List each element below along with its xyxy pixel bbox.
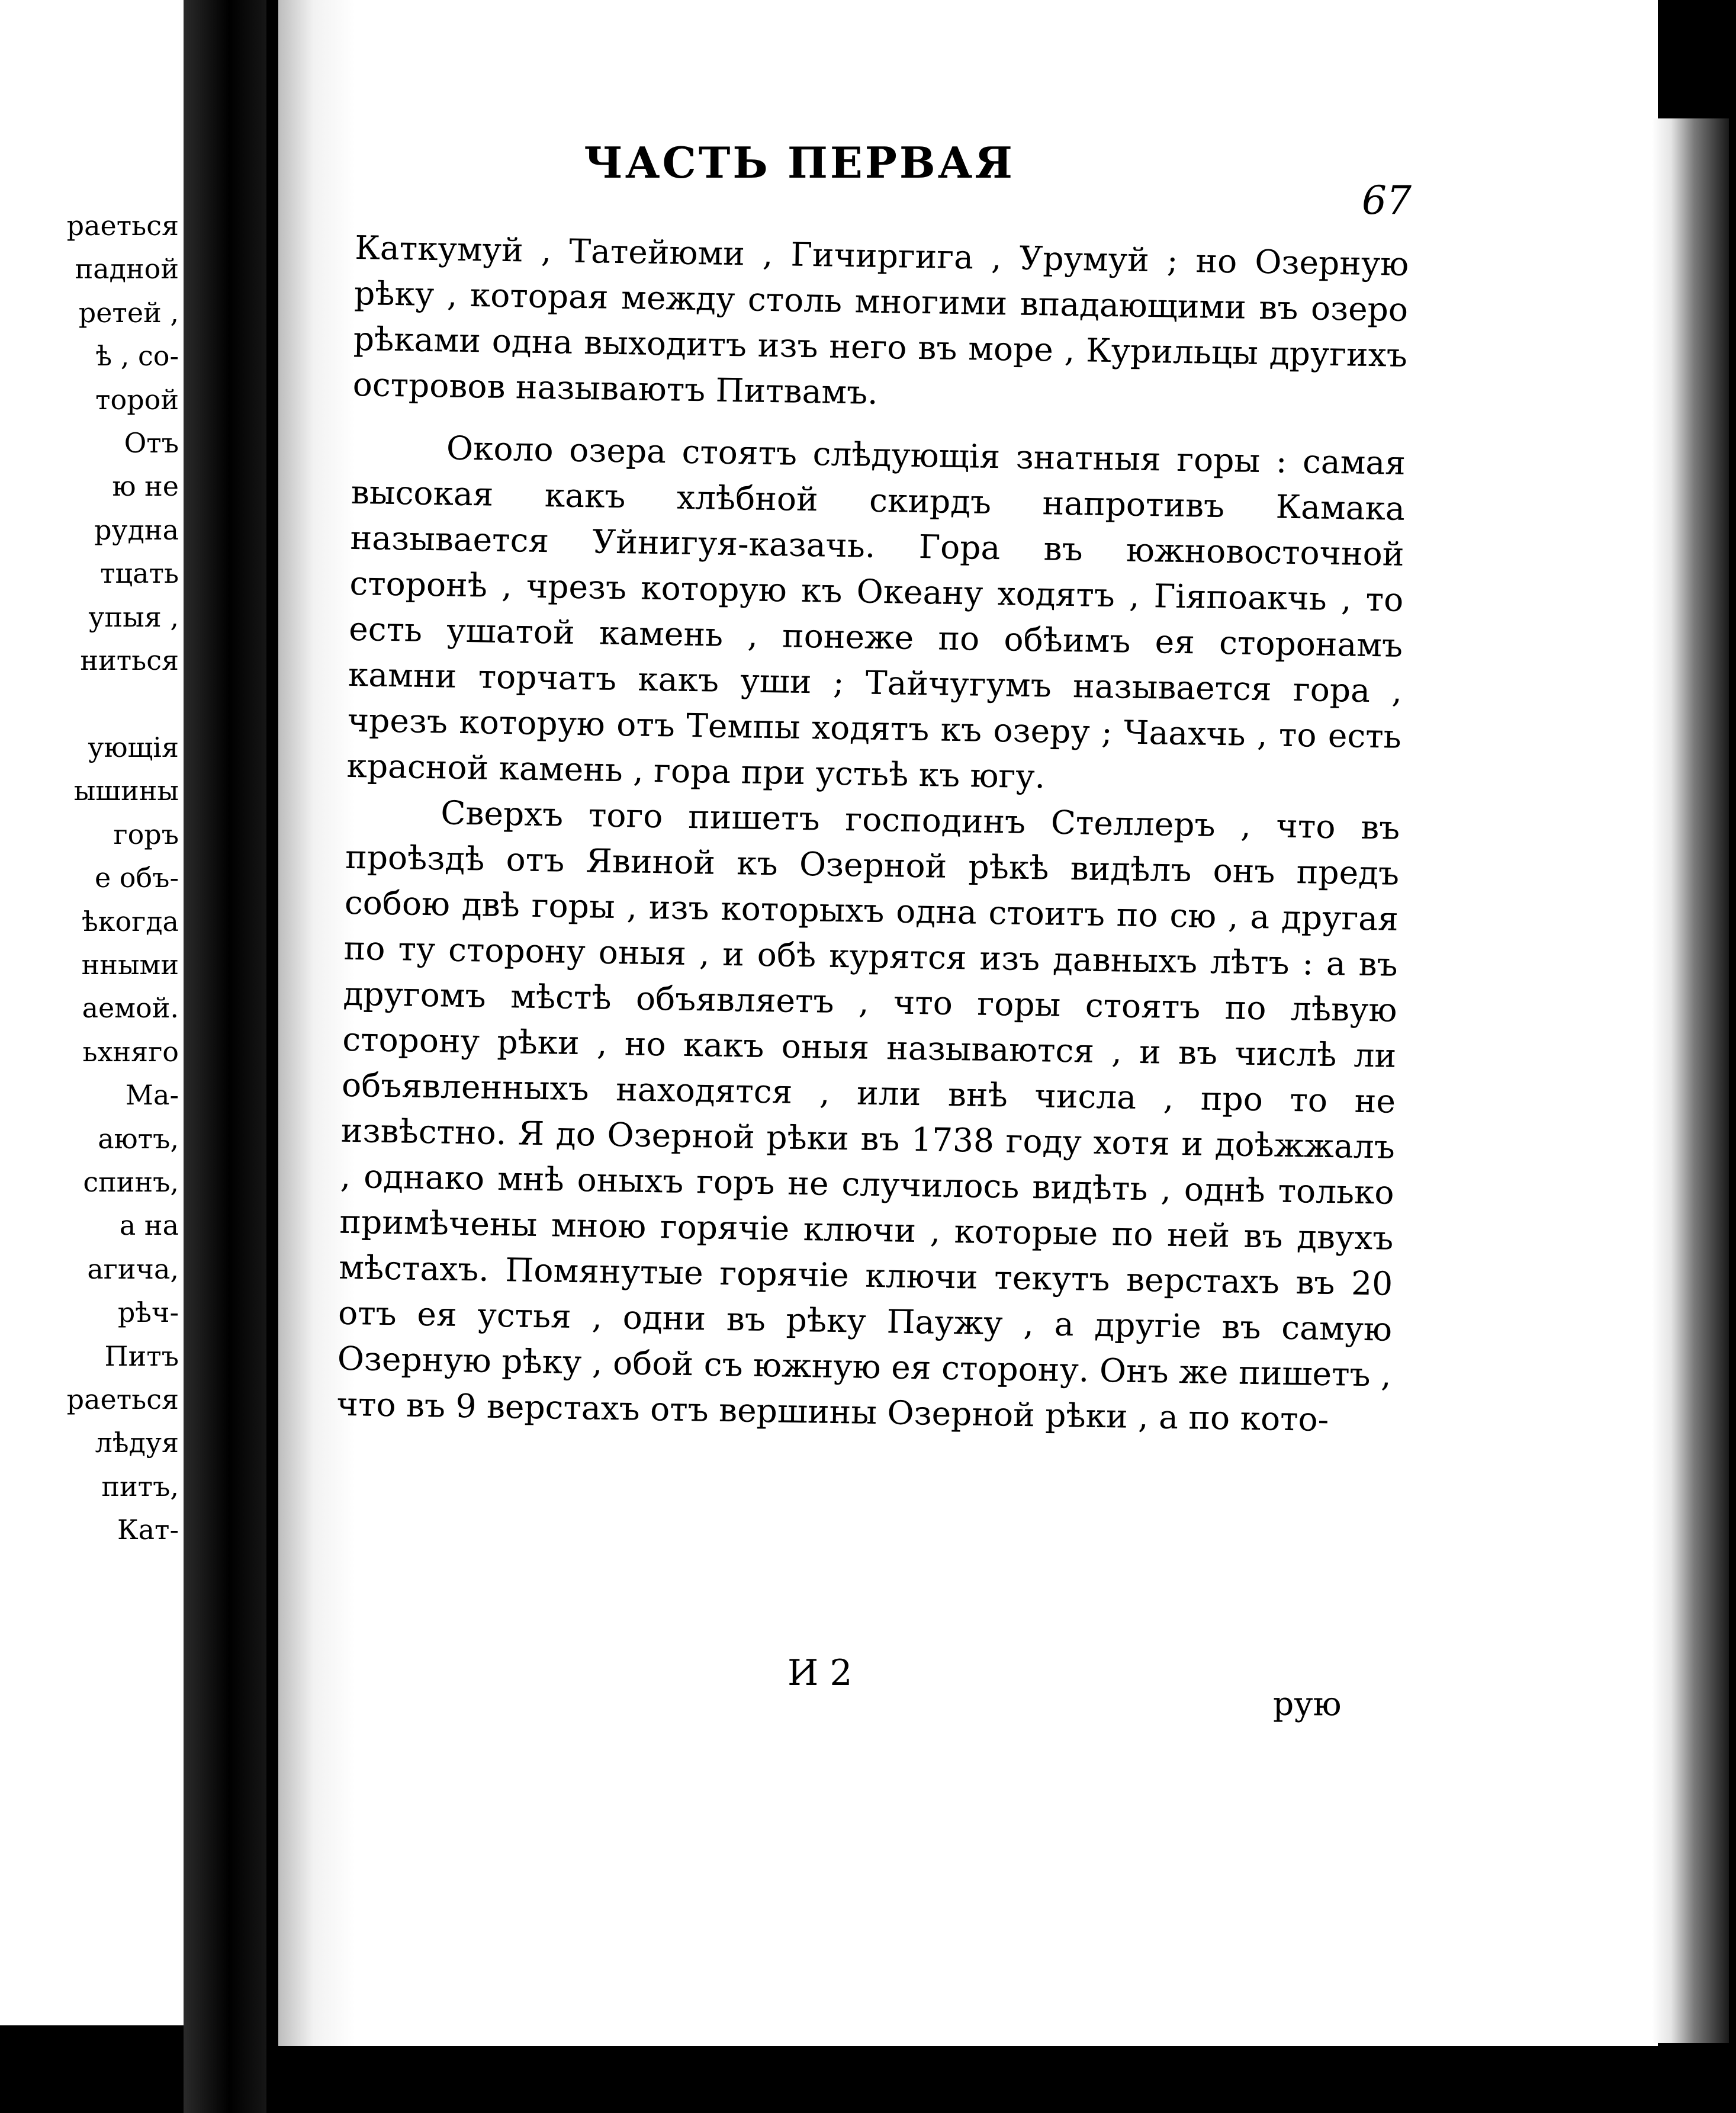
left-page-line: нными (81, 948, 179, 981)
left-page-line: ьхняго (82, 1035, 179, 1068)
paragraph: Каткумуй , Татейюми , Гичиргига , Урумуй ; но Озерную рѣку , которая между столь многими впадающими въ озеро рѣками одна выходитъ изъ него въ море , Курильцы другихъ островов называютъ Питвамъ. (352, 228, 1409, 412)
left-page-line: ретей , (78, 296, 179, 329)
left-page-fragment (0, 0, 184, 2025)
left-page-line: Кат- (117, 1514, 179, 1546)
running-head: ЧАСТЬ ПЕРВАЯ (584, 137, 1015, 188)
page-number: 67 (1362, 178, 1412, 223)
left-page-line: аютъ, (98, 1122, 179, 1155)
catchword: рую (1273, 1685, 1342, 1723)
left-page-line: ышины (73, 775, 179, 807)
left-page-line: горъ (113, 818, 179, 850)
left-page-line: упыя , (88, 600, 179, 633)
left-page-line: питъ, (101, 1470, 179, 1502)
left-page-line: е объ- (94, 862, 179, 894)
left-page-line: ниться (80, 644, 179, 677)
left-page-line: ѣкогда (81, 905, 179, 937)
left-page-line: Ма- (125, 1079, 179, 1112)
left-page-line: ю не (112, 470, 179, 503)
left-page-line: раеться (66, 1383, 179, 1415)
left-page-line: ѣ , со- (95, 340, 179, 372)
paragraph: Около озера стоятъ слѣдующія знатныя горы : самая высокая какъ хлѣбной скирдъ напротивъ Камака называется Уйнигуя-казачь. Гора въ южновосточной сторонѣ , чрезъ которую къ Океану ходятъ , Гіяпоакчь , то есть ушатой камень , понеже по обѣимъ ея сторонамъ камни торчатъ какъ уши ; Тайчугумъ называется гора , чрезъ которую отъ Темпы ходятъ къ озеру ; Чаахчь , то есть красной камень , гора при устьѣ къ югу. (346, 429, 1406, 796)
left-page-line: Питъ (104, 1340, 179, 1372)
left-page-line: ующія (88, 731, 179, 763)
gutter-shadow (184, 0, 266, 2113)
left-page-line: раеться (66, 210, 179, 242)
left-page-line: агича, (87, 1253, 179, 1285)
left-page-line: аемой. (82, 992, 179, 1025)
left-page-line (67, 682, 179, 725)
left-page-line: падной (75, 253, 179, 285)
left-page-line: спинъ, (83, 1165, 179, 1198)
left-page-line: лѣдуя (95, 1427, 179, 1459)
left-page-text (67, 204, 179, 1552)
signature-mark: И 2 (787, 1652, 853, 1694)
body-text (336, 225, 1409, 1444)
left-page-line: Отъ (124, 427, 179, 460)
left-page-line: тцать (100, 557, 179, 590)
left-page-line: рѣч- (117, 1296, 179, 1329)
paragraph: Сверхъ того пишетъ господинъ Стеллеръ , что въ проѣздѣ отъ Явиной къ Озерной рѣкѣ видѣлъ онъ предъ собою двѣ горы , изъ которыхъ одна стоитъ по сю , а другая по ту сторону оныя , и обѣ курятся изъ давныхъ лѣтъ : а въ другомъ мѣстѣ объявляетъ , что горы стоятъ по лѣвую сторону рѣки , но какъ оныя называются , и въ числѣ ли объявленныхъ находятся , или внѣ числа , про то не извѣстно. Я до Озерной рѣки въ 1738 году хотя и доѣжжалъ , однако мнѣ оныхъ горъ не случилось видѣть , однѣ только примѣчены мною горячіе ключи , которые по ней въ двухъ мѣстахъ. Помянутые горячіе ключи текутъ верстахъ въ 20 отъ ея устья , одни въ рѣку Паужу , а другіе въ самую Озерную рѣку , обой съ южную ея сторону. Онъ же пишетъ , что въ 9 верстахъ отъ вершины Озерной рѣки , а по кото- (336, 794, 1400, 1439)
left-page-line: торой (95, 383, 179, 416)
left-page-line: а на (119, 1209, 179, 1242)
left-page-line: рудна (94, 513, 179, 546)
page-edge (1652, 118, 1729, 2043)
